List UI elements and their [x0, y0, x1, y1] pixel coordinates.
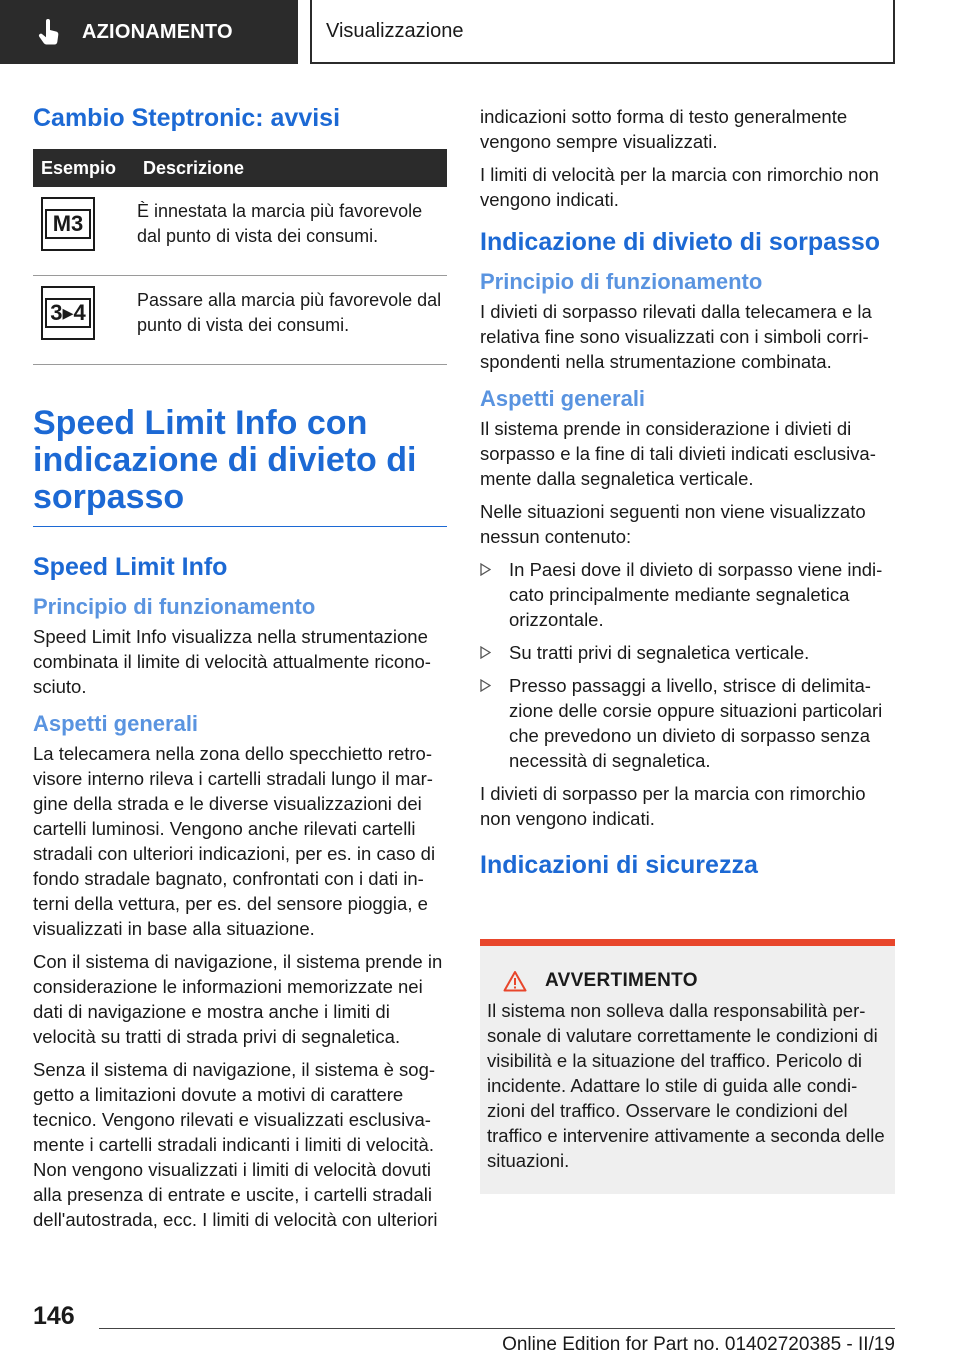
triangle-bullet-icon	[480, 563, 491, 576]
right-column	[480, 104, 894, 888]
warning-header	[503, 970, 887, 992]
warning-triangle-icon	[503, 970, 527, 992]
table-header-descrizione: Descrizione	[135, 149, 447, 187]
table-row	[33, 187, 447, 276]
footer-edition: Online Edition for Part no. 01402720385 - II/19	[502, 1334, 895, 1355]
warning-box	[480, 939, 895, 1194]
section-header	[0, 0, 298, 64]
principio-heading-2: Principio di funzionamento	[480, 269, 763, 294]
table-header-esempio: Esempio	[33, 149, 135, 187]
rimorchio-paragraph: I limiti di velocità per la marcia con rimorchio non vengono indicati.	[480, 164, 879, 210]
gear-shift-up-symbol-icon	[41, 286, 95, 340]
topic-header	[310, 0, 895, 64]
table-cell-desc: È innestata la marcia più favorevole dal punto di vista dei consumi.	[135, 187, 447, 276]
continued-paragraph: indicazioni sotto forma di testo generalmente vengono sempre visualizzati.	[480, 106, 848, 152]
cambio-heading: Cambio Steptronic: avvisi	[33, 104, 341, 132]
aspetti-heading: Aspetti generali	[33, 711, 199, 736]
situazioni-intro: Nelle situazioni seguenti non viene visualizzato nessun contenuto:	[480, 501, 866, 547]
gear-indication-table	[33, 149, 447, 365]
principio-heading: Principio di funzionamento	[33, 594, 316, 619]
aspetti-heading-2: Aspetti generali	[480, 386, 646, 411]
list-item: In Paesi dove il divieto di sorpasso viene indi-cato principalmente mediante segnaletica orizzontale.	[480, 557, 894, 632]
sicurezza-heading: Indicazioni di sicurezza	[480, 851, 758, 879]
main-heading: Speed Limit Info con indicazione di divieto di sorpasso	[33, 405, 447, 527]
gear-shift-up-symbol-text: 3▸4	[45, 298, 91, 328]
divieto-heading: Indicazione di divieto di sorpasso	[480, 228, 881, 256]
table-row	[33, 276, 447, 365]
principio-paragraph: Speed Limit Info visualizza nella strumentazione combinata il limite di velocità attualmente ricono-sciuto.	[33, 626, 431, 697]
triangle-bullet-icon	[480, 679, 491, 692]
table-cell-desc: Passare alla marcia più favorevole dal punto di vista dei consumi.	[135, 276, 447, 365]
topic-title: Visualizzazione	[326, 19, 464, 42]
footer-divider	[99, 1328, 895, 1329]
aspetti-paragraph-1: La telecamera nella zona dello specchietto retro-visore interno rileva i cartelli stradali lungo il mar-gine della strada e le diverse visualizzazioni dei cartelli luminosi. Vengono anche rilevati cartelli stradali con ulteriori indicazioni, per es. in caso di fondo stradale bagnato, confrontati con i dati in-terni della vettura, per es. del sensore pioggia, e visualizzati in base alla situazione.	[33, 743, 436, 939]
warning-title: AVVERTIMENTO	[545, 970, 698, 991]
gear-m3-symbol-text: M3	[45, 209, 91, 239]
gear-m3-symbol-icon	[41, 197, 95, 251]
aspetti-paragraph-3: Senza il sistema di navigazione, il sistema è sog-getto a limitazioni dovute a motivi di carattere tecnico. Vengono rilevati e visualizzati esclusiva-mente i cartelli stradali indicanti i limiti di velocità. Non vengono visualizzati i limiti di velocità dovuti alla presenza di entrate e uscite, i cartelli stradali dell'autostrada, ecc. I limiti di velocità con ulteriori	[33, 1059, 438, 1230]
aspetti-paragraph-2: Con il sistema di navigazione, il sistema prende in considerazione le informazioni memorizzate nei dati di navigazione e mostra anche i limiti di velocità su tratti di strada privi di segnaletica.	[33, 951, 443, 1047]
sli-heading: Speed Limit Info	[33, 553, 228, 581]
left-column	[33, 100, 447, 1240]
situazioni-list	[480, 557, 894, 773]
warning-text: Il sistema non solleva dalla responsabilità per-sonale di valutare correttamente le condizioni di visibilità e la situazione del traffico. Pericolo di incidente. Adattare lo stile di guida alle condi-zioni del traffico. Osservare le condizioni del traffico e intervenire attivamente a seconda delle situazioni.	[487, 1000, 885, 1171]
rimorchio-paragraph-2: I divieti di sorpasso per la marcia con rimorchio non vengono indicati.	[480, 783, 866, 829]
aspetti-paragraph-right: Il sistema prende in considerazione i divieti di sorpasso e la fine di tali divieti indicati esclusiva-mente dalla segnaletica verticale.	[480, 418, 876, 489]
page-number: 146	[33, 1302, 75, 1330]
list-item: Su tratti privi di segnaletica verticale.	[480, 640, 894, 665]
triangle-bullet-icon	[480, 646, 491, 659]
list-item: Presso passaggi a livello, strisce di delimita-zione delle corsie oppure situazioni particolari che prevedono un divieto di sorpasso senza necessità di segnaletica.	[480, 673, 894, 773]
section-title: AZIONAMENTO	[82, 20, 233, 43]
principio-paragraph-2: I divieti di sorpasso rilevati dalla telecamera e la relativa fine sono visualizzati con i simboli corri-spondenti nella strumentazione combinata.	[480, 301, 872, 372]
hand-pointer-icon	[38, 19, 60, 45]
